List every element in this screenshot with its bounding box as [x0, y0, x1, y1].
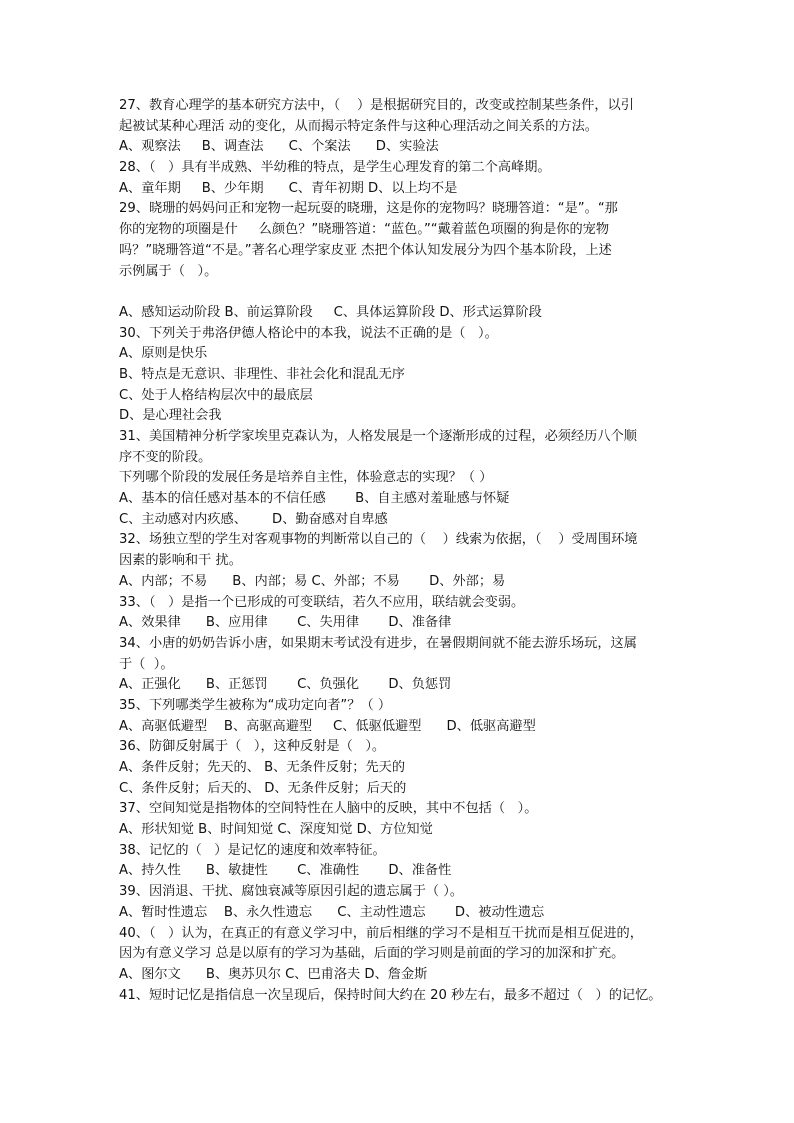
- text-line: D、是心理社会我: [119, 408, 222, 424]
- text-line: 38、记忆的（ ）是记忆的速度和效率特征。: [119, 842, 386, 858]
- text-line: 于（ ）。: [119, 656, 174, 672]
- text-line: A、图尔文 B、奥苏贝尔 C、巴甫洛夫 D、詹金斯: [119, 966, 428, 982]
- text-line: 因素的影响和干 扰。: [119, 553, 242, 569]
- text-line: 35、下列哪类学生被称为“成功定向者”？（ ）: [119, 697, 392, 713]
- text-line: A、原则是快乐: [119, 346, 208, 362]
- text-line: A、基本的信任感对基本的不信任感 B、自主感对羞耻感与怀疑: [119, 491, 510, 507]
- text-line: 示例属于（ ）。: [119, 263, 218, 279]
- text-line: 起被试某种心理活 动的变化，从而揭示特定条件与这种心理活动之间关系的方法。: [119, 118, 598, 134]
- text-line: C、处于人格结构层次中的最底层: [119, 387, 313, 403]
- text-line: 37、空间知觉是指物体的空间特性在人脑中的反映，其中不包括（ ）。: [119, 801, 538, 817]
- text-line: B、特点是无意识、非理性、非社会化和混乱无序: [119, 366, 405, 382]
- text-line: 28、（ ）具有半成熟、半幼稚的特点，是学生心理发育的第二个高峰期。: [119, 160, 551, 176]
- text-line: 吗？”晓珊答道“不是。”著名心理学家皮亚 杰把个体认知发展分为四个基本阶段，上述: [119, 242, 612, 258]
- text-line: A、感知运动阶段 B、前运算阶段 C、具体运算阶段 D、形式运算阶段: [119, 304, 542, 320]
- text-line: A、效果律 B、应用律 C、失用律 D、准备律: [119, 615, 452, 631]
- text-line: 27、教育心理学的基本研究方法中，（ ）是根据研究目的，改变或控制某些条件，以引: [119, 98, 634, 113]
- text-line: 因为有意义学习 总是以原有的学习为基础，后面的学习则是前面的学习的加深和扩充。: [119, 946, 625, 962]
- text-line: C、主动感对内疚感、 D、勤奋感对自卑感: [119, 511, 388, 527]
- text-line: A、观察法 B、调查法 C、个案法 D、实验法: [119, 139, 439, 155]
- text-line: A、持久性 B、敏捷性 C、准确性 D、准备性: [119, 863, 452, 879]
- text-line: A、童年期 B、少年期 C、青年初期 D、以上均不是: [119, 180, 458, 196]
- text-line: 32、场独立型的学生对客观事物的判断常以自己的（ ）线索为依据，（ ）受周围环境: [119, 532, 638, 548]
- text-line: 30、下列关于弗洛伊德人格论中的本我，说法不正确的是（ ）。: [119, 325, 498, 341]
- text-line: 41、短时记忆是指信息一次呈现后，保持时间大约在 20 秒左右，最多不超过（ ）的记忆。: [119, 987, 662, 1003]
- text-line: 34、小唐的奶奶告诉小唐，如果期末考试没有进步，在暑假期间就不能去游乐场玩，这属: [119, 635, 637, 651]
- text-line: 36、防御反射属于（ ），这种反射是（ ）。: [119, 739, 386, 755]
- text-line: A、条件反射；先天的、 B、无条件反射；先天的: [119, 760, 406, 775]
- blank-line: [119, 282, 689, 303]
- text-line: 29、晓珊的妈妈问正和宠物一起玩耍的晓珊，这是你的宠物吗？晓珊答道：“是”。“那: [119, 201, 618, 217]
- text-line: A、暂时性遗忘 B、永久性遗忘 C、主动性遗忘 D、被动性遗忘: [119, 904, 545, 920]
- text-line: 40、（ ）认为，在真正的有意义学习中，前后相继的学习不是相互干扰而是相互促进的，: [119, 925, 643, 941]
- text-line: 下列哪个阶段的发展任务是培养自主性，体验意志的实现？（ ）: [119, 470, 493, 486]
- exam-questions: [119, 96, 689, 1006]
- text-line: 31、美国精神分析学家埃里克森认为，人格发展是一个逐渐形成的过程，必须经历八个顺: [119, 429, 637, 444]
- text-line: A、形状知觉 B、时间知觉 C、深度知觉 D、方位知觉: [119, 822, 433, 838]
- text-line: 你的宠物的项圈是什 么颜色？”晓珊答道：“蓝色。”“戴着蓝色项圈的狗是你的宠物: [119, 222, 610, 238]
- text-line: A、内部；不易 B、内部；易 C、外部；不易 D、外部；易: [119, 573, 506, 589]
- text-line: A、正强化 B、正惩罚 C、负强化 D、负惩罚: [119, 677, 452, 693]
- text-line: 序不变的阶段。: [119, 449, 212, 465]
- text-line: 39、因消退、干扰、腐蚀衰减等原因引起的遗忘属于（ ）。: [119, 884, 464, 900]
- text-line: A、高驱低避型 B、高驱高避型 C、低驱低避型 D、低驱高避型: [119, 718, 536, 734]
- text-line: C、条件反射；后天的、 D、无条件反射；后天的: [119, 780, 407, 796]
- text-line: 33、（ ）是指一个已形成的可变联结，若久不应用，联结就会变弱。: [119, 594, 525, 610]
